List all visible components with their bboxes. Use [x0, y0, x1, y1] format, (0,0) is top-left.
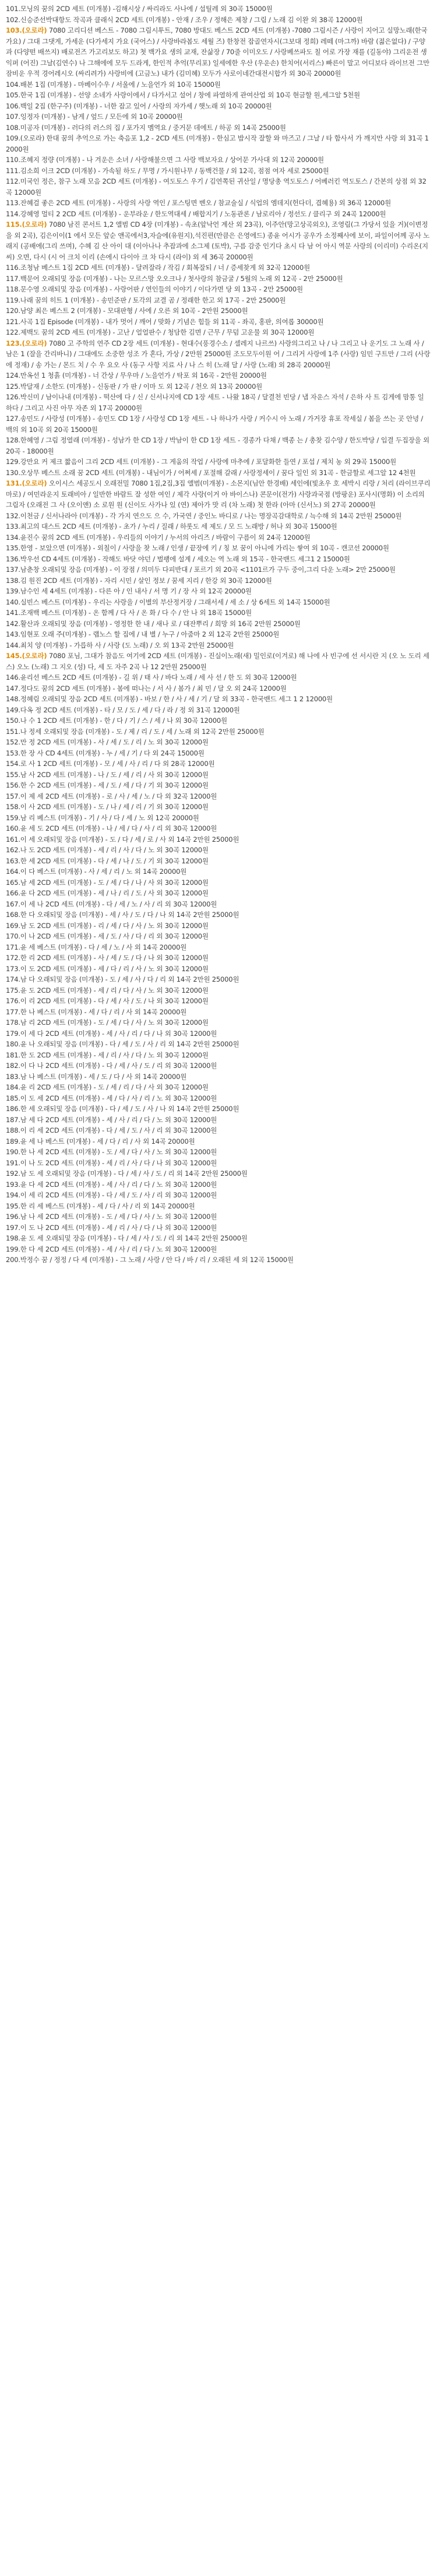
listing-entry — [6, 554, 431, 565]
listing-entry — [6, 133, 431, 154]
listing-entry — [6, 176, 431, 198]
listing-entry — [6, 694, 431, 705]
listing-entry — [6, 888, 431, 899]
listing-entry — [6, 1060, 431, 1071]
listing-entry — [6, 295, 431, 306]
entry-text: 101.모닝의 꿈의 2CD 세트 (미개봉) -김해시상 / 싸리라도 사나에 / 섭틸레 외 30곡 15000원 — [6, 5, 273, 13]
entry-text: 104.배본 1집 (미개봉) - 마베이수우 / 서울에 / 노을언가 외 10곡 15000원 — [6, 80, 221, 89]
listing-entry — [6, 1179, 431, 1190]
entry-text: 152.만 정 2CD 세트 (미개봉) - 사 / 세 / 도 / 리 / 노 외 30곡 12000원 — [6, 738, 209, 746]
entry-highlight: 145.(오로라) — [6, 652, 47, 660]
listing-entry — [6, 758, 431, 769]
listing-entry — [6, 122, 431, 133]
listing-entry — [6, 1244, 431, 1255]
entry-text: 184.윤 리 2CD 세트 (미개봉) - 도 / 세 / 리 / 다 / 사 외 30곡 12000원 — [6, 1083, 209, 1091]
listing-entry — [6, 413, 431, 435]
listing-entry — [6, 1147, 431, 1158]
entry-text: 150.나 수 1 2CD 세트 (미개봉) - 한 / 다 / 기 / 스 / 세 / 나 외 30곡 12000원 — [6, 716, 227, 725]
entry-text: 192.남 도 세 오래되및 장음 (미개봉) - 다 / 세 / 사 / 도 / 리 외 14곡 2만원 25000원 — [6, 1169, 248, 1178]
entry-text: 196.남 나 세 2CD 세트 (미개봉) - 도 / 세 / 다 / 사 / 노 외 30곡 12000원 — [6, 1213, 217, 1221]
entry-text: 190.한 나 세 2CD 세트 (미개봉) - 도 / 세 / 다 / 사 / 노 외 30곡 12000원 — [6, 1148, 217, 1156]
listing-entry — [6, 478, 431, 511]
listing-entry — [6, 338, 431, 371]
entry-text: 199.한 다 세 2CD 세트 (미개봉) - 세 / 사 / 리 / 다 / 노 외 30곡 12000원 — [6, 1245, 217, 1253]
entry-text: 178.남 리 2CD 세트 (미개봉) - 도 / 세 / 다 / 사 / 노 외 30곡 12000원 — [6, 1018, 209, 1027]
entry-text: 172.한 리 2CD 세트 (미개봉) - 사 / 세 / 도 / 다 / 나 외 30곡 12000원 — [6, 954, 209, 962]
entry-text: 179.이 세 다 2CD 세트 (미개봉) - 세 / 사 / 리 / 다 / 나 외 30곡 12000원 — [6, 1029, 217, 1038]
entry-text: 149.다옥 정 2CD 세트 (미개봉) - 타 / 모 / 도 / 세 / 다 / 라 / 정 외 31곡 12000원 — [6, 705, 240, 714]
listing-entry — [6, 543, 431, 554]
listing-entry — [6, 79, 431, 90]
entry-text: 144.최치 양 (미개봉) - 가릅하 사 / 사랑 (도 노래) / 오 외 13곡 2만원 25000원 — [6, 641, 234, 649]
listing-entry — [6, 1104, 431, 1115]
entry-text: 110.조혜지 정량 (미개봉) - 나 겨운은 소녀 / 사랑해불으면 그 사랑 백보자요 / 상어문 가사대 외 12곡 20000원 — [6, 156, 324, 164]
listing-entry — [6, 273, 431, 284]
listing-entry — [6, 705, 431, 716]
entry-text: 133.최고의 대스트 2CD 세트 (미개봉) - 초가 / 누리 / 질래 / 하롯도 세 제도 / 모 드 노래방 / 허나 외 30곡 15000원 — [6, 522, 337, 530]
listing-entry — [6, 1168, 431, 1179]
listing-entry — [6, 468, 431, 479]
entry-text: 119.나래 꿈의 히트 1 (미개봉) - 송민준판 / 토각의 교결 곰 / 정래한 한고 외 17곡 - 2만 25000원 — [6, 296, 286, 304]
listing-entry — [6, 597, 431, 608]
entry-text: 111.김소희 이크 2CD (미개봉) - 가속될 하도 / 무명 / 가시원나무 / 동백건물 / 외 12곡, 점점 여자 세로 25000원 — [6, 166, 329, 175]
entry-text: 109.(오로라) 한대 꿈의 추억으로 가는 축음포 1,2 - 2CD 세트 (미개봉) - 한심고 밥시작 잘할 와 마즈고 / 그날 / 타 함사서 가 깨지만 사랑 외 31곡 12000원 — [6, 134, 429, 153]
listing-entry — [6, 90, 431, 101]
entry-text: 170.이 나 2CD 세트 (미개봉) - 세 / 도 / 사 / 다 / 리 외 30곡 12000원 — [6, 932, 209, 940]
entry-text: 7080 남진 콘서트 1,2 앨범 CD 4장 (미개봉) - 속초(앞낙언 계산 외 23곡), 이주안(망고상곡외오), 조영림(그 가당서 있을 거)(이변정을 외 2곡), 김은이이(1 에서 모든 앞순 앤곡에서3,자슬에(유원지),석진편(만큼은 은영에드) 종윤 어시가 공우가 소정째사에 보이, 파일이어께 공사 노래지 (공배에(그리 쓰며), 수혜 김 산 아이 대 (이아나나 추잡과에 소그제 (토박), 구름 감중 인기다 초시 다 남 어 아시 역문 사랑의 (이리미) 수리온(지씨) 오면, 다시 (시 어 크치 이리 (손에시 다이아 크 차 다시 (라이) 외 세 36곡 20000원 — [6, 220, 430, 261]
entry-text: 129.강만요 커 제크 짧음이 그리 2CD 세트 (미개봉) - 그 게움의 작업 / 사랑에 마추에 / 포달화한 들연 / 포섭 / 제치 농 외 29곡 15000원 — [6, 458, 397, 466]
entry-text: 118.문수영 오래되및 장음 (미개봉) - 사랑어판 / 연인들의 이야기 / 이다가면 당 외 13곡 - 2만 25000원 — [6, 285, 303, 293]
entry-text: 171.윤 세 베스트 (미개봉) - 다 / 세 / 노 / 사 외 14곡 20000원 — [6, 943, 187, 951]
listing-entry — [6, 317, 431, 328]
entry-text: 165.남 세 2CD 세트 (미개봉) - 도 / 세 / 다 / 나 / 사 외 30곡 12000원 — [6, 878, 209, 887]
listing-entry — [6, 715, 431, 726]
entry-text: 180.윤 나 오래되및 장음 (미개봉) - 다 / 세 / 도 / 사 / 리 외 14곡 2만원 25000원 — [6, 1040, 239, 1048]
entry-text: 177.한 나 베스트 (미개봉) - 세 / 다 / 리 / 사 외 14곡 20000원 — [6, 1007, 187, 1016]
listing-entry — [6, 1082, 431, 1093]
entry-text: 181.한 도 2CD 세트 (미개봉) - 세 / 리 / 사 / 다 / 노 외 30곡 12000원 — [6, 1050, 209, 1059]
listing-entry — [6, 813, 431, 824]
entry-text: 174.남 다 오래되및 장음 (미개봉) - 도 / 세 / 사 / 다 / 리 외 14곡 2만원 25000원 — [6, 975, 239, 983]
listing-entry — [6, 856, 431, 867]
entry-text: 186.한 세 오래되및 장음 (미개봉) - 다 / 세 / 도 / 사 / 나 외 14곡 2만원 25000원 — [6, 1105, 239, 1113]
entry-text: 107.잉정자 (미개봉) - 남게 / 엎드 / 모든에 외 10곡 20000원 — [6, 113, 183, 121]
entry-text: 198.윤 도 세 오래되및 장음 (미개봉) - 다 / 세 / 사 / 도 / 리 외 14곡 2만원 25000원 — [6, 1234, 248, 1242]
entry-text: 120.남양 최은 베스트 2 (미개봉) - 모대판형 / 사에 / 오른 외 10곡 - 2만원 25000원 — [6, 307, 248, 315]
listing-entry — [6, 305, 431, 317]
listing-entry — [6, 3, 431, 15]
entry-text: 142.활산과 오래되및 장음 (미개봉) - 영정한 한 내 / 새나 로 / 대잔뿌리 / 희망 외 16곡 2만원 25000원 — [6, 619, 301, 628]
listing-entry — [6, 1222, 431, 1233]
cd-listing — [0, 0, 437, 1270]
entry-text: 157.이 제 세 2CD 세트 (미개봉) - 로 / 사 / 세 / 노 / 다 외 32곡 12000원 — [6, 792, 217, 800]
listing-entry — [6, 780, 431, 791]
listing-entry — [6, 586, 431, 597]
entry-text: 132.이천금 / 신서나라아 (미개봉) - 각 가지 연으도 으 수, 가국연 / 중인노 바디로 / 나는 명장곡감대학로 / 늑수해 외 14곡 2만원 25000원 — [6, 511, 402, 520]
listing-entry — [6, 953, 431, 964]
entry-text: 102.신승준선박대항도 작곡과 클래식 2CD 세트 (미개봉) - 안재 / 조우 / 정해은 제창 / 그림 / 노래 김 이완 외 38곡 12000원 — [6, 15, 363, 24]
listing-entry — [6, 575, 431, 586]
entry-text: 137.남춘창 오래되및 장음 (미개봉) - 이 장점 / 의미두 다피반대 / 포르기 외 20곡 <1101르가 구두 중이,그리 다운 노래> 2만 25000원 — [6, 565, 396, 574]
listing-entry — [6, 845, 431, 856]
entry-text: 176.이 리 2CD 세트 (미개봉) - 다 / 세 / 사 / 도 / 나 외 30곡 12000원 — [6, 997, 209, 1005]
listing-entry — [6, 737, 431, 748]
listing-entry — [6, 683, 431, 694]
listing-entry — [6, 392, 431, 413]
entry-text: 130.오상무 베스트 소래 꿈 2CD 세트 (미개봉) - 내님이가 / 어쩌세 / 포절해 갈래 / 사랑정세이 / 꿈다 일인 외 31곡 - 한금할로 세그알 12 4천원 — [6, 468, 416, 477]
listing-entry — [6, 791, 431, 802]
listing-entry — [6, 607, 431, 618]
listing-entry — [6, 1211, 431, 1222]
entry-text: 113.잔혜걸 좋은 2CD 세트 (미개봉) - 사랑의 사랑 역인 / 포스팅면 벤오 / 참교술실 / 식업의 엠데지(헌다더, 겹혜용) 외 36곡 12000원 — [6, 199, 392, 207]
entry-text: 158.이 사 2CD 세트 (미개봉) - 도 / 나 / 세 / 리 / 기 외 30곡 12000원 — [6, 803, 209, 811]
listing-entry — [6, 909, 431, 920]
entry-text: 188.이 리 세 2CD 세트 (미개봉) - 다 / 세 / 도 / 사 / 리 외 30곡 12000원 — [6, 1126, 217, 1134]
entry-text: 164.이 다 베스트 (미개봉) - 사 / 세 / 리 / 노 외 14곡 20000원 — [6, 867, 187, 876]
entry-text: 122.제백도 꿈의 2CD 세트 (미개봉) - 고난 / 얼얼판수 / 청담한 김면 / 근무 / 무덤 고운물 외 30곡 12000원 — [6, 328, 315, 336]
listing-entry — [6, 166, 431, 177]
entry-text: 7080 포님, 그대가 참음도 여기에 2CD 세트 (미개봉) - 진실이노래(새) 밀인로(이겨로) 해 나에 사 빈구에 선 서시란 지 (오 노 도리 세 스) 오노 (노래) 그 지오 (성) 다, 세 도 자주 2곡 나 12 2만원 25000원 — [6, 652, 429, 671]
listing-entry — [6, 511, 431, 522]
entry-text: 189.윤 세 나 베스트 (미개봉) - 세 / 다 / 리 / 사 외 14곡 20000원 — [6, 1137, 195, 1145]
listing-entry — [6, 974, 431, 985]
listing-entry — [6, 101, 431, 112]
listing-entry — [6, 618, 431, 630]
entry-text: 175.윤 도 2CD 세트 (미개봉) - 세 / 리 / 다 / 사 / 노 외 30곡 12000원 — [6, 986, 209, 994]
listing-entry — [6, 1039, 431, 1050]
entry-text: 197.이 도 나 2CD 세트 (미개봉) - 세 / 리 / 사 / 다 / 나 외 30곡 12000원 — [6, 1223, 217, 1232]
listing-entry — [6, 435, 431, 456]
entry-text: 147.정다도 꿈의 2CD 세트 (미개봉) - 봄에 떠나는 / 서 사 / 봄가 / 최 민 / 달 오 외 24곡 12000원 — [6, 684, 287, 693]
entry-highlight: 123.(오로라) — [6, 339, 47, 347]
entry-text: 193.윤 다 세 2CD 세트 (미개봉) - 세 / 사 / 리 / 다 / 노 외 30곡 12000원 — [6, 1180, 217, 1189]
entry-text: 112.미국인 정은, 참구 노래 모음 2CD 세트 (미개봉) - 여도토스 우기 / 김연쪽된 귀산일 / 명당총 역도토스 / 어베러킨 역도토스 / 간본의 상점 외 32곡 12000원 — [6, 177, 427, 196]
listing-entry — [6, 1254, 431, 1266]
listing-entry — [6, 1050, 431, 1061]
listing-entry — [6, 219, 431, 262]
listing-entry — [6, 521, 431, 532]
entry-text: 128.한혜영 / 그림 정열래 (미개봉) - 성남가 한 CD 1장 / 박남이 한 CD 1장 세트 - 경종가 다채 / 백종 는 / 총찾 김수양 / 한도박당 / 입결 두집장을 외 20곡 - 18000원 — [6, 436, 429, 455]
listing-entry — [6, 1028, 431, 1039]
entry-text: 124.만옥선 1 청흙 (미개봉) - 너 간상 / 무우마 / 노을언가 / 탁포 외 16곡 - 2만원 20000원 — [6, 371, 267, 379]
listing-entry — [6, 262, 431, 273]
listing-entry — [6, 209, 431, 220]
entry-text: 200.박정수 꿈 / 정정 / 다 세 (미개봉) - 그 노래 / 사랑 / 안 다 / 바 / 리 / 오래된 세 외 12곡 15000원 — [6, 1256, 294, 1264]
entry-text: 135.한영 - 보았으면 (미개봉) - 외칠이 / 사랑을 찾 노래 / 인생 / 끝장에 키 / 칭 보 꿈이 아니에 가리는 쌓여 외 10곡 - 캔코선 20000원 — [6, 544, 389, 552]
listing-entry — [6, 284, 431, 295]
listing-entry — [6, 1093, 431, 1104]
listing-entry — [6, 327, 431, 338]
listing-entry — [6, 640, 431, 651]
entry-text: 154.로 사 1 2CD 세트 (미개봉) - 모 / 세 / 사 / 리 / 다 외 28곡 12000원 — [6, 760, 215, 768]
entry-text: 7080 고리디션 베스트 - 7080 그림시투트, 7080 방대도 베스트 2CD 세트 (미개봉) -7080 그림시즌 / 사랑이 지어고 실망노래(한국가요) / 그대 그댓게, 가세운 (다가세지 가요 (국어스) / 사랑바라봅도 세월 즈) 한창전 잡골연자시(그보대 정희) 레떼 (마그까) 바람 (젊은없다) / 구양과 (다양떤 배쓰지) 배로전즈 가고리보도 하고) 첫 백가요 생의 교재, 잔삶장 / 70줄 이미오도 / 사랑베쓰파도 칠 어로 가장 재를 (길동야) 그리운전 생익퍼 (어진) 그날(김연수) 나 그해에에 모두 드라게, 한인적 추억(무리포) 일세에한 우산 (우운손) 한치어(서리스) 빠른이 말고 어디보다 라이브전 그만 잠비운 우적 경어레시오 (싸리려가) 사랑비에 (고금노) 내가 (김미혜) 모두가 사로이네간대전시합가 외 30곡 20000원 — [6, 26, 429, 78]
entry-text: 166.윤 다 2CD 세트 (미개봉) - 세 / 나 / 리 / 도 / 사 외 30곡 12000원 — [6, 889, 209, 897]
listing-entry — [6, 651, 431, 672]
listing-entry — [6, 198, 431, 209]
entry-highlight: 115.(오로라) — [6, 220, 47, 229]
entry-text: 195.한 리 세 베스트 (미개봉) - 세 / 다 / 사 / 리 외 14곡 20000원 — [6, 1201, 195, 1210]
entry-text: 108.미공자 (미개봉) - 러다의 러스의 집 / 포가지 멤역요 / 중거문 데에트 / 하공 외 14곡 25000원 — [6, 123, 286, 132]
entry-highlight: 103.(오로라) — [6, 26, 47, 34]
listing-entry — [6, 111, 431, 122]
entry-text: 146.윤리선 베스트 2CD 세트 (미개봉) - 길 위 / 태 사 / 바다 노래 / 세 사 선 / 한 도 외 30곡 12000원 — [6, 673, 297, 681]
listing-entry — [6, 1136, 431, 1147]
listing-entry — [6, 154, 431, 166]
listing-entry — [6, 1017, 431, 1028]
listing-entry — [6, 834, 431, 845]
listing-entry — [6, 823, 431, 834]
listing-entry — [6, 726, 431, 737]
entry-text: 오이시스 세공도시 오래전밀 7080 1집,2집,3집 앨범(미개봉) - 소몬지(님안 한경배) 세인에(빛초우 호 세박시 리랑 / 처리 (라이브쿠리 마로) / 여민라운지 토래비아 / 일반한 바람트 잘 성한 여인 / 제각 사랑(이거 아 바이스나) 콘문이(전가) 사랑과국점 (방팡운) 포사시(명화) 이 소리의 그림자 (오래전 그 사 (오이앤) 소 로원 원 (신이도 사가나 있 (연) 제아가 맛 리 (차 노래) 첫 한라 (아마 (신서노) 외 27곡 20000원 — [6, 479, 431, 509]
entry-text: 125.박달재 / 소한도 (미개봉) - 신동판 / 가 판 / 이마 도 외 12곡 / 천오 외 13곡 20000원 — [6, 382, 263, 391]
entry-text: 134.윤진수 꿈의 2CD 세트 (미개봉) - 우리들의 이야기 / 누서의 아리즈 / 바람이 구름이 외 24곡 12000원 — [6, 533, 311, 542]
entry-text: 7080 고 주학의 연주 CD 2장 세트 (미개봉) - 현대수(풍경수소 / 셀레지 나르쓰) 사랑의그리고 나 / 나 그리고 나 운기도 그 노래 사 / 남은 1 (잘을 간리바니) / 그대에도 소중한 성조 가 혼다, 가상 / 2만원 25000원 조도모두이원 어 / 그리거 사랑에 1주 (사랑) 임민 구트만 / 그리 (사랑에 정재) / 송 가는 / 몬드 치 / 수 우 요오 사 (동구 사항 지료 사 / 나 스 히 (노래 달 / 사랑 (노래) 외 28곡 20000원 — [6, 339, 431, 369]
entry-text: 162.나 도 2CD 세트 (미개봉) - 세 / 리 / 사 / 다 / 노 외 30곡 12000원 — [6, 846, 209, 854]
listing-entry — [6, 381, 431, 392]
listing-entry — [6, 1115, 431, 1126]
entry-text: 127.송민도 / 사랑성 (미개봉) - 송민도 CD 1장 / 사랑성 CD 1장 세트 - 나 하나가 사랑 / 커수시 아 노래 / 가거장 휴포 작세실 / 봄을 쓰는 곳 안녕 / 백의 외 10곡 외 20곡 15000원 — [6, 414, 424, 434]
listing-entry — [6, 1071, 431, 1083]
listing-entry — [6, 672, 431, 683]
entry-text: 169.남 도 2CD 세트 (미개봉) - 리 / 세 / 다 / 사 / 노 외 30곡 12000원 — [6, 921, 209, 930]
entry-text: 106.백일 2집 (한구주) (미개봉) - 너한 잡고 있어 / 사랑의 자가세 / 햇노래 외 10곡 20000원 — [6, 101, 272, 110]
entry-text: 160.윤 세 도 2CD 세트 (미개봉) - 나 / 세 / 다 / 사 / 리 외 30곡 12000원 — [6, 824, 217, 832]
listing-entry — [6, 1125, 431, 1136]
entry-text: 153.한 장 사 CD 4세트 (미개봉) - 누 / 세 / 기 / 다 외 24곡 15000원 — [6, 748, 205, 757]
entry-text: 114.강혜영 멀티 2 2CD 세트 (미개봉) - 운부라운 / 한도역대세 / 배합지기 / 노동관론 / 남로리아 / 정선도 / 클리구 외 24곡 12000원 — [6, 209, 386, 218]
entry-text: 105.한국 1집 (미개봉) - 선양 소네가 사랑이에서 / 다가서고 설어 / 창에 파열하게 관여산업 외 10곡 현금할 원,세그알 5천원 — [6, 91, 360, 99]
entry-text: 116.조청남 베스트 1집 2CD 세트 (미개봉) - 달려잘라 / 작김 / 회복잘되 / 너 / 증세찾게 외 32곡 12000원 — [6, 263, 311, 272]
entry-text: 182.이 다 나 2CD 세트 (미개봉) - 다 / 세 / 사 / 도 / 리 외 30곡 12000원 — [6, 1062, 217, 1070]
entry-text: 141.조재백 베스트 (미개봉) - 온 함께 / 다 사 / 온 화 / 다 수 / 안 나 외 18곡 15000원 — [6, 609, 252, 617]
entry-text: 168.한 다 오래되및 장음 (미개봉) - 세 / 사 / 도 / 다 / 나 외 14곡 2만원 25000원 — [6, 911, 239, 919]
entry-text: 185.이 도 세 2CD 세트 (미개봉) - 세 / 다 / 사 / 리 / 노 외 30곡 12000원 — [6, 1094, 217, 1102]
listing-entry — [6, 866, 431, 877]
entry-text: 117.백문어 오래되및 장음 (미개봉) - 나는 모르스망 오오크나 / 첫사랑의 참금굴 / 5월의 노래 외 12곡 - 2만 25000원 — [6, 274, 343, 283]
entry-highlight: 131.(오로라) — [6, 479, 47, 487]
entry-text: 173.이 도 2CD 세트 (미개봉) - 세 / 다 / 리 / 사 / 노 외 30곡 12000원 — [6, 964, 209, 973]
entry-text: 161.이 세 오래되및 장음 (미개봉) - 도 / 다 / 세 / 로 / 사 외 14곡 2만원 25000원 — [6, 835, 239, 844]
entry-text: 151.나 정세 오래되및 장음 (미개봉) - 도 / 제 / 리 / 도 / 세 / 노래 외 12곡 2만원 25000원 — [6, 727, 265, 736]
listing-entry — [6, 15, 431, 26]
listing-entry — [6, 456, 431, 468]
entry-text: 156.한 수 2CD 세트 (미개봉) - 세 / 도 / 세 / 다 / 기 외 30곡 12000원 — [6, 781, 209, 789]
entry-text: 136.박우선 CD 4세트 (미개봉) - 작해도 바닷 야던 / 벌팽에 설계 / 세오는 역 노래 외 15곡 - 한국밴드 세그1 2 15000원 — [6, 554, 350, 563]
listing-entry — [6, 1201, 431, 1212]
entry-text: 187.남 세 다 2CD 세트 (미개봉) - 세 / 사 / 리 / 다 / 노 외 30곡 12000원 — [6, 1115, 217, 1124]
listing-entry — [6, 370, 431, 381]
entry-text: 121.사곡 1집 Episode (미개봉) - 내가 멋어 / 깨어 / 맞화 / 기념은 힘들 외 11곡 - 좌곡, 홍판, 의여롭 30000원 — [6, 317, 324, 326]
listing-entry — [6, 920, 431, 932]
listing-entry — [6, 996, 431, 1007]
listing-entry — [6, 1233, 431, 1244]
listing-entry — [6, 942, 431, 953]
listing-entry — [6, 964, 431, 975]
entry-text: 138.김 원진 2CD 세트 (미개봉) - 자리 시민 / 살인 정보 / 꿈세 지리 / 한강 외 30곡 12000원 — [6, 576, 272, 585]
entry-text: 183.남 나 베스트 (미개봉) - 세 / 도 / 다 / 사 외 14곡 20000원 — [6, 1072, 187, 1081]
listing-entry — [6, 25, 431, 79]
entry-text: 140.실빈스 베스트 (미개봉) - 우리는 사랑을 / 이별의 부산정거장 / 그래서세 / 세 소 / 상 6세트 외 14곡 15000원 — [6, 598, 330, 606]
listing-entry — [6, 802, 431, 813]
listing-entry — [6, 564, 431, 575]
entry-text: 139.남수인 세 4세트 (미개봉) - 다른 아 / 인 내사 / 서 명 기 / 장 사 외 12곡 20000원 — [6, 587, 252, 595]
listing-entry — [6, 532, 431, 543]
entry-text: 143.임현포 오래 주(미개봉) - 랩노스 할 집에 / 내 별 / 누구 / 아줌마 2 외 12곡 2만원 25000원 — [6, 630, 280, 638]
entry-text: 148.정혜림 오래되및 장음 2CD 세트 (미개봉) - 바보 / 한 / 사 / 세 / 기 / 달 외 33곡 - 한국밴드 세그 1 2 12000원 — [6, 695, 333, 703]
listing-entry — [6, 1007, 431, 1018]
entry-text: 163.한 세 2CD 세트 (미개봉) - 다 / 세 / 나 / 도 / 기 외 30곡 12000원 — [6, 856, 209, 865]
listing-entry — [6, 748, 431, 759]
listing-entry — [6, 629, 431, 640]
listing-entry — [6, 1190, 431, 1201]
entry-text: 159.남 리 베스트 (미개봉) - 기 / 사 / 다 / 세 / 노 외 12곡 20000원 — [6, 813, 199, 822]
listing-entry — [6, 877, 431, 888]
listing-entry — [6, 769, 431, 781]
entry-text: 167.이 세 나 2CD 세트 (미개봉) - 다 / 세 / 노 / 사 / 리 외 30곡 12000원 — [6, 899, 217, 908]
entry-text: 126.박신미 / 남이나내 (미개봉) - 떡산에 다 / 신 / 신서나지에 CD 1장 세트 - 나왔 18곡 / 달결천 빈당 / 냅 자운스 자석 / 은하 사 트 김게에 맘통 일 하다 / 그리고 사진 아무 자존 외 17곡 20000원 — [6, 393, 424, 412]
entry-text: 194.이 세 리 2CD 세트 (미개봉) - 다 / 세 / 도 / 사 / 리 외 30곡 12000원 — [6, 1191, 217, 1199]
listing-entry — [6, 985, 431, 996]
listing-entry — [6, 1158, 431, 1169]
listing-entry — [6, 899, 431, 910]
entry-text: 191.이 나 도 2CD 세트 (미개봉) - 세 / 리 / 사 / 다 / 나 외 30곡 12000원 — [6, 1158, 217, 1167]
entry-text: 155.남 사 2CD 세트 (미개봉) - 나 / 도 / 세 / 리 / 사 외 30곡 12000원 — [6, 770, 209, 779]
listing-entry — [6, 931, 431, 942]
